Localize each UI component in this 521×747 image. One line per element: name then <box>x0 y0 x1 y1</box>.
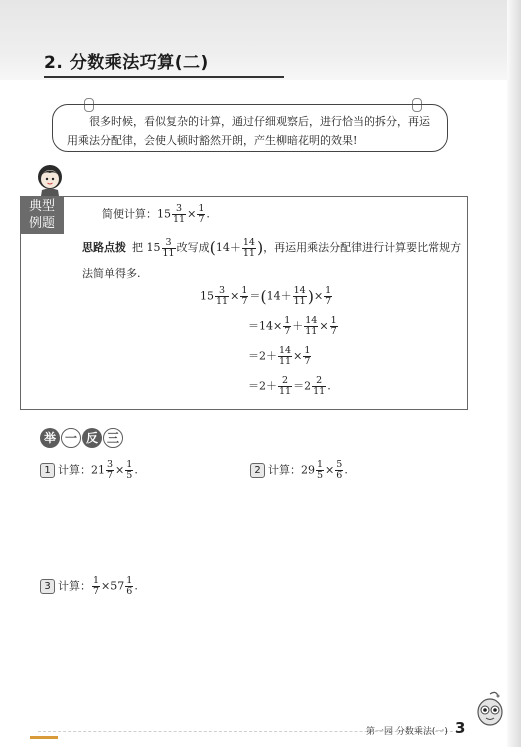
hint-label: 思路点拨 <box>82 241 126 254</box>
step-4: ＝2＋ $\frac{2}{11}$ ＝2 $\frac{2}{11}$ . <box>248 375 331 397</box>
section-title: 2. 分数乘法巧算(二) <box>44 53 209 73</box>
question-number: 1 <box>40 463 55 478</box>
fraction: $\frac{14}{11}$ <box>242 236 255 259</box>
page-number: 3 <box>455 719 466 737</box>
question-number: 2 <box>250 463 265 478</box>
example-tag-line2: 例题 <box>28 216 55 231</box>
footer-accent <box>30 736 58 739</box>
fraction: $\frac{1}{7}$ <box>198 203 205 225</box>
mascot-icon <box>474 690 506 730</box>
practice-tag-char: 三 <box>103 428 123 448</box>
practice-tag-char: 举 <box>40 428 60 448</box>
question-1: 1 计算：21 $\frac{3}{7}$ × $\frac{1}{5}$ . <box>40 460 138 481</box>
example-problem: 简便计算：15 $\frac{3}{11}$ × $\frac{1}{7}$ . <box>102 203 210 225</box>
times-sign: × <box>187 207 197 221</box>
fraction: $\frac{3}{11}$ <box>173 203 186 225</box>
practice-tag-char: 一 <box>61 428 81 448</box>
practice-tag <box>40 427 124 447</box>
question-number: 3 <box>40 579 55 594</box>
question-3: 3 计算： $\frac{1}{7}$ ×57 $\frac{1}{6}$ . <box>40 576 138 597</box>
step-3: ＝2＋ $\frac{14}{11}$ × $\frac{1}{7}$ <box>248 345 311 367</box>
hint-paragraph: 思路点拨 把 15 $\frac{3}{11}$ 改写成(14＋ $\frac{14}{11}$ )，再运用乘法分配律进行计算要比常规方法简单得多. <box>82 236 462 280</box>
example-tag-line1: 典型 <box>28 199 55 214</box>
step-1: 15 $\frac{3}{11}$ × $\frac{1}{7}$ ＝(14＋ $\frac{14}{11}$ )× $\frac{1}{7}$ <box>200 285 332 307</box>
practice-tag-char: 反 <box>82 428 102 448</box>
footer-chapter: 第一园 分数乘法(一) <box>366 727 448 737</box>
intro-box: 很多时候，看似复杂的计算，通过仔细观察后，进行恰当的拆分，再运用乘法分配律，会使人顿时豁然开朗，产生柳暗花明的效果! <box>52 104 448 152</box>
question-2: 2 计算：29 $\frac{1}{5}$ × $\frac{5}{6}$ . <box>250 460 348 481</box>
girl-icon <box>32 160 68 196</box>
title-underline <box>44 76 284 78</box>
step-2: ＝14× $\frac{1}{7}$ ＋ $\frac{14}{11}$ × $\frac{1}{7}$ <box>248 315 337 337</box>
page-edge <box>507 0 521 747</box>
problem-prefix: 简便计算：15 <box>102 207 171 221</box>
example-tag <box>20 196 64 234</box>
fraction: $\frac{3}{11}$ <box>162 236 175 259</box>
